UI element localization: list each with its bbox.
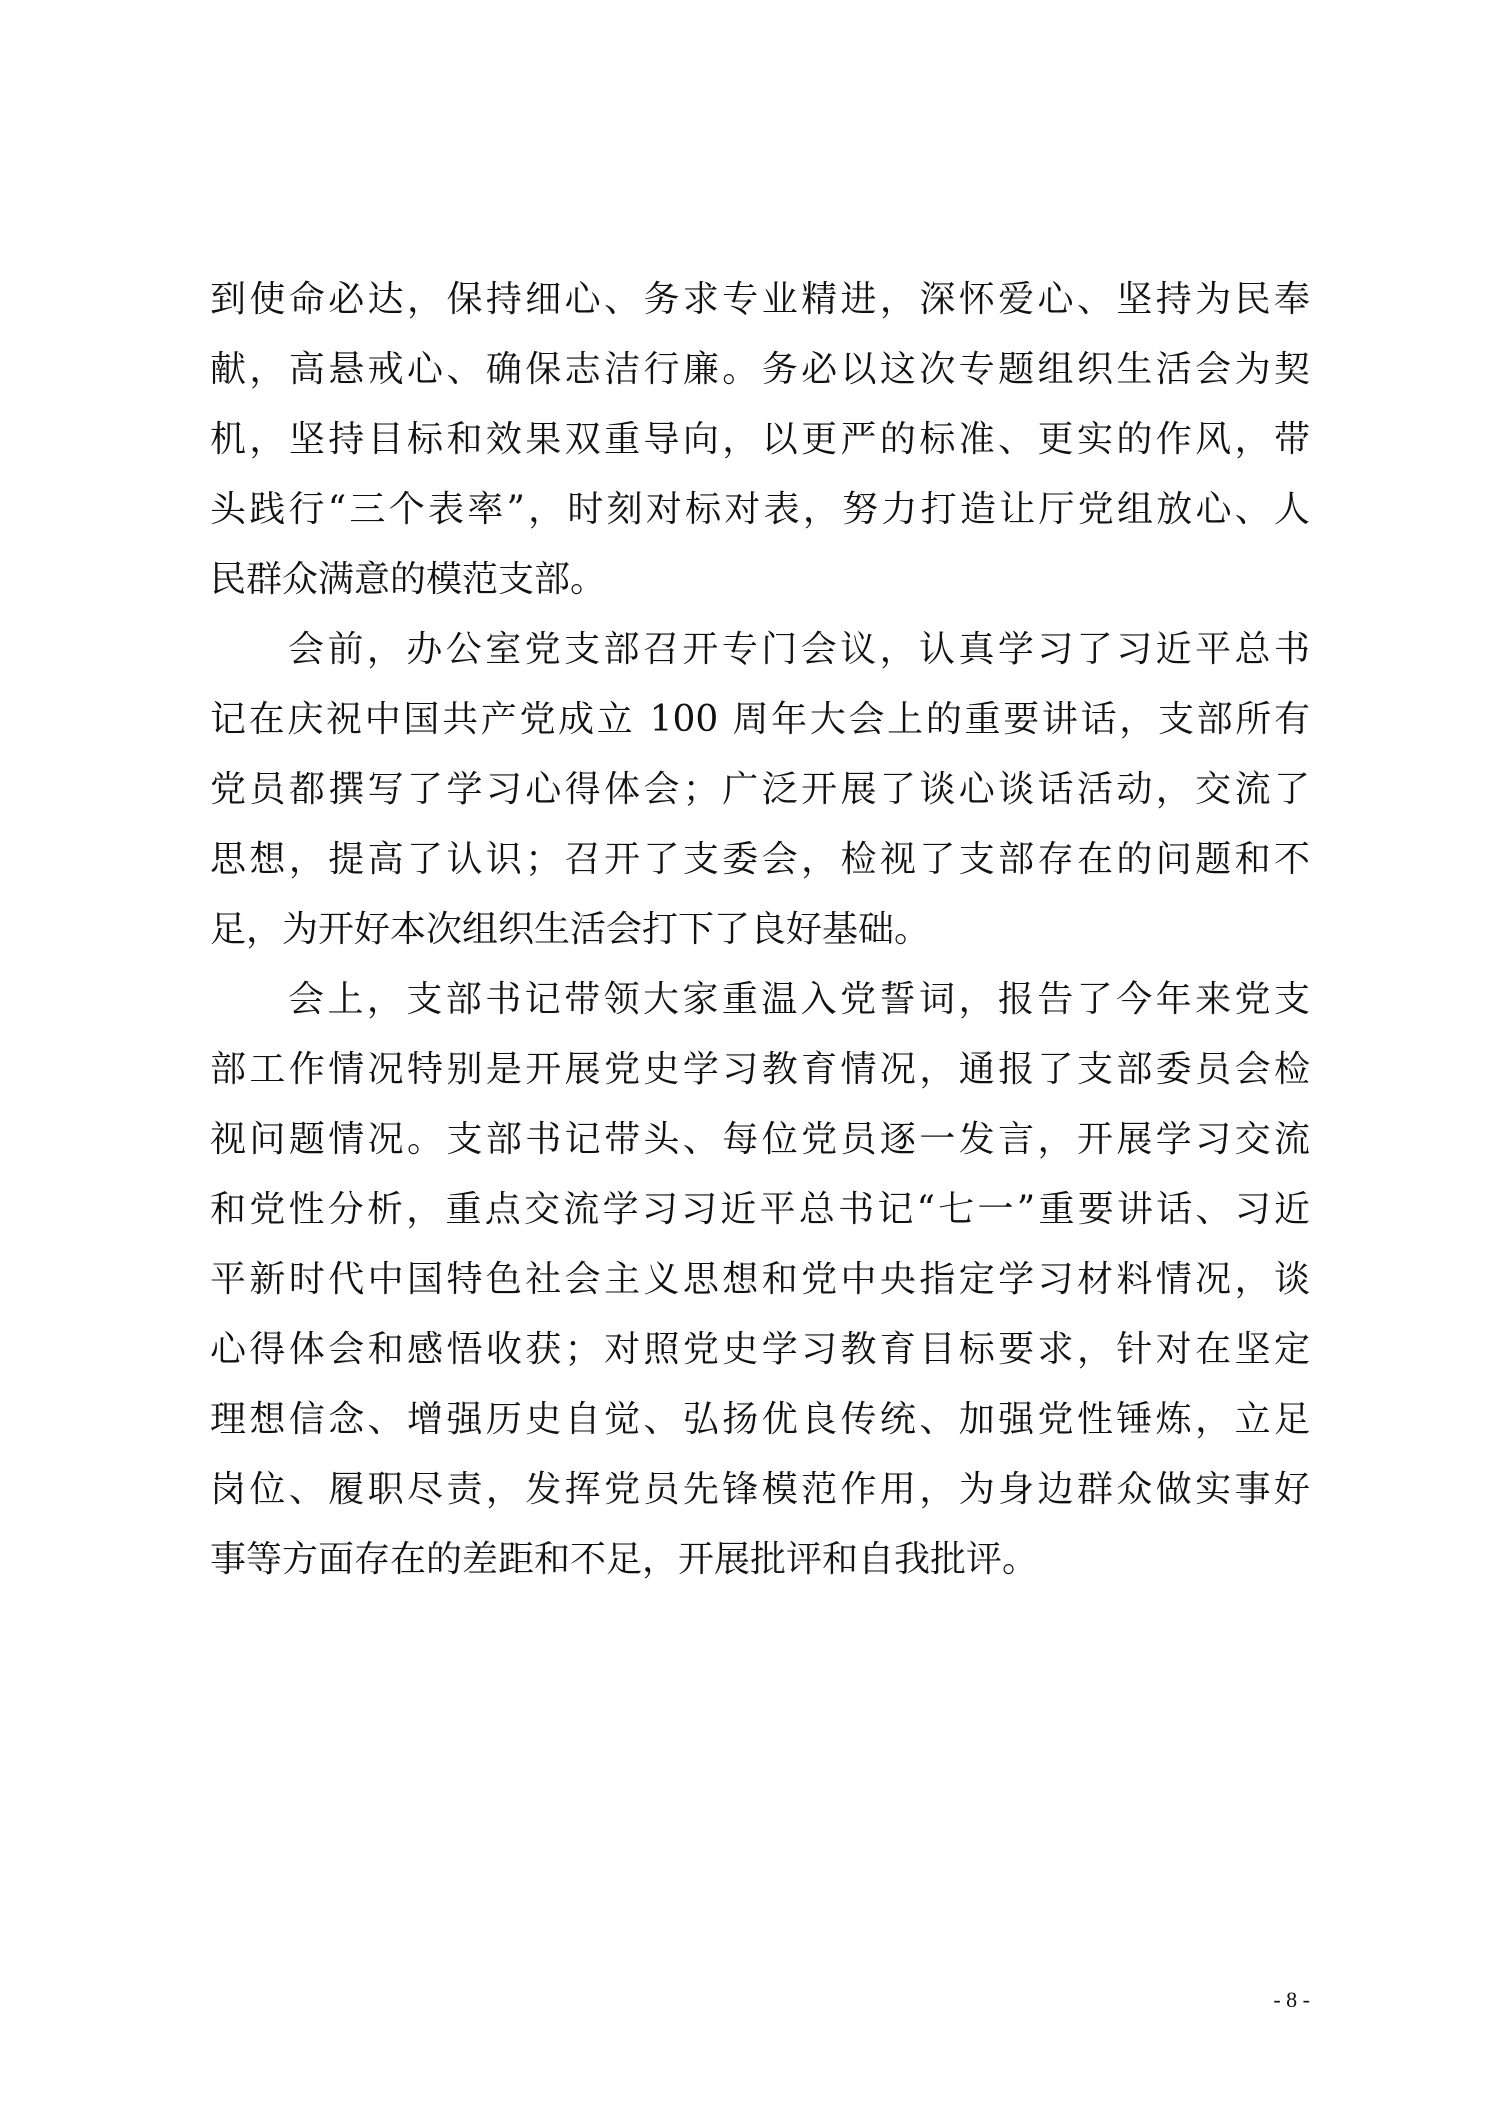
text-line: 会上，支部书记带领大家重温入党誓词，报告了今年来党支 (288, 979, 1310, 1020)
text-line: 视问题情况。支部书记带头、每位党员逐一发言，开展学习交流 (210, 1119, 1310, 1160)
text-line: 事等方面存在的差距和不足，开展批评和自我批评。 (210, 1539, 1039, 1580)
text-line: 民群众满意的模范支部。 (210, 559, 607, 600)
text-line: 理想信念、增强历史自觉、弘扬优良传统、加强党性锤炼，立足 (210, 1399, 1310, 1440)
text-line: 机，坚持目标和效果双重导向，以更严的标准、更实的作风，带 (210, 419, 1310, 460)
text-line: 思想，提高了认识；召开了支委会，检视了支部存在的问题和不 (210, 839, 1310, 880)
paragraph-3 (210, 965, 1310, 1595)
text-line: 足，为开好本次组织生活会打下了良好基础。 (210, 909, 931, 950)
text-line: 到使命必达，保持细心、务求专业精进，深怀爱心、坚持为民奉 (210, 279, 1310, 320)
text-line: 岗位、履职尽责，发挥党员先锋模范作用，为身边群众做实事好 (210, 1469, 1310, 1510)
body-text (210, 265, 1310, 1595)
text-line: 部工作情况特别是开展党史学习教育情况，通报了支部委员会检 (210, 1049, 1310, 1090)
text-line: 头践行“三个表率”，时刻对标对表，努力打造让厅党组放心、人 (210, 489, 1310, 530)
paragraph-1 (210, 265, 1310, 615)
text-line: 献，高悬戒心、确保志洁行廉。务必以这次专题组织生活会为契 (210, 349, 1310, 390)
text-line: 平新时代中国特色社会主义思想和党中央指定学习材料情况，谈 (210, 1259, 1310, 1300)
text-line: 党员都撰写了学习心得体会；广泛开展了谈心谈话活动，交流了 (210, 769, 1310, 810)
text-line: 和党性分析，重点交流学习习近平总书记“七一”重要讲话、习近 (210, 1189, 1310, 1230)
paragraph-2 (210, 615, 1310, 965)
text-line: 会前，办公室党支部召开专门会议，认真学习了习近平总书 (288, 629, 1310, 670)
text-line: 记在庆祝中国共产党成立 100 周年大会上的重要讲话，支部所有 (210, 699, 1310, 740)
page-number: - 8 - (1273, 1987, 1310, 2012)
text-line: 心得体会和感悟收获；对照党史学习教育目标要求，针对在坚定 (210, 1329, 1310, 1370)
